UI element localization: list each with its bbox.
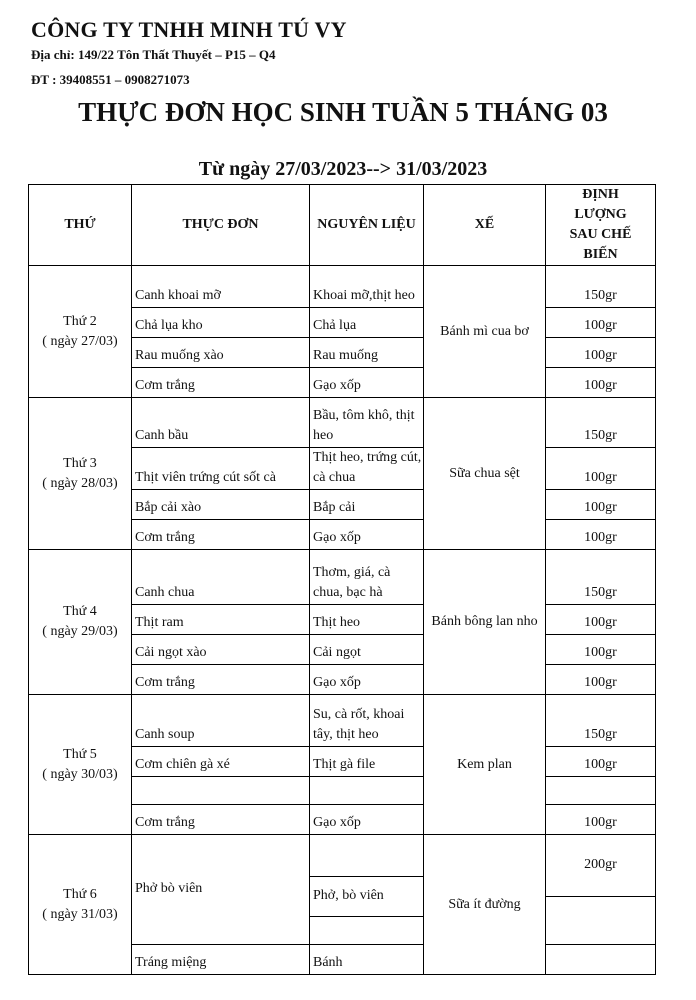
table-header-row (29, 185, 656, 266)
table-row (29, 695, 656, 747)
day-date: ( ngày 27/03) (42, 333, 118, 349)
page-title: THỰC ĐƠN HỌC SINH TUẦN 5 THÁNG 03 (78, 97, 608, 127)
quantity-cell: 100gr (546, 338, 656, 368)
dish-cell: Rau muống xào (132, 338, 310, 368)
day-cell (29, 266, 132, 398)
dish-cell: Bắp cải xào (132, 490, 310, 520)
day-cell (29, 695, 132, 835)
dish-cell: Thịt ram (132, 605, 310, 635)
ingredient-cell (310, 777, 424, 805)
dish-cell: Cơm trắng (132, 665, 310, 695)
quantity-cell: 100gr (546, 490, 656, 520)
header-day: THỨ (29, 185, 132, 266)
day-date: ( ngày 29/03) (42, 624, 118, 639)
ingredient-cell: Thịt gà file (310, 747, 424, 777)
quantity-cell: 150gr (546, 550, 656, 605)
side-cell: Bánh bông lan nho (424, 550, 546, 695)
ingredient-cell: Bầu, tôm khô, thịt heo (310, 398, 424, 448)
day-date: ( ngày 31/03) (42, 906, 118, 922)
day-label: Thứ 3 (63, 455, 97, 471)
quantity-cell: 150gr (546, 695, 656, 747)
table-row (29, 550, 656, 605)
header-dish: THỰC ĐƠN (132, 185, 310, 266)
quantity-cell (546, 897, 656, 945)
dish-cell: Cơm chiên gà xé (132, 747, 310, 777)
dish-cell: Phở bò viên (132, 835, 310, 945)
day-date: ( ngày 30/03) (42, 766, 118, 782)
dish-cell: Chả lụa kho (132, 308, 310, 338)
ingredient-cell: Bắp cải (310, 490, 424, 520)
dish-cell: Cơm trắng (132, 520, 310, 550)
ingredient-cell: Thơm, giá, cà chua, bạc hà (310, 550, 424, 605)
quantity-cell: 200gr (546, 835, 656, 897)
dish-cell: Canh chua (132, 550, 310, 605)
company-address: Địa chỉ: 149/22 Tôn Thất Thuyết – P15 – Q4 (31, 47, 276, 62)
dish-cell: Canh soup (132, 695, 310, 747)
ingredient-cell: Gạo xốp (310, 665, 424, 695)
ingredient-cell: Gạo xốp (310, 368, 424, 398)
day-cell (29, 398, 132, 550)
day-label: Thứ 5 (63, 746, 97, 762)
header-quantity: ĐỊNH LƯỢNG SAU CHẾ BIẾN (546, 185, 656, 266)
quantity-cell (546, 777, 656, 805)
ingredient-cell: Phở, bò viên (310, 877, 424, 917)
quantity-cell: 100gr (546, 368, 656, 398)
quantity-cell: 100gr (546, 308, 656, 338)
ingredient-cell: Khoai mỡ,thịt heo (310, 266, 424, 308)
ingredient-cell (310, 835, 424, 877)
day-cell (29, 835, 132, 975)
ingredient-cell: Rau muống (310, 338, 424, 368)
quantity-cell (546, 945, 656, 975)
company-phone: ĐT : 39408551 – 0908271073 (31, 72, 190, 87)
dish-cell (132, 777, 310, 805)
day-label: Thứ 4 (63, 604, 97, 619)
date-range: Từ ngày 27/03/2023--> 31/03/2023 (198, 158, 488, 180)
day-date: ( ngày 28/03) (42, 475, 118, 491)
side-cell: Kem plan (424, 695, 546, 835)
dish-cell: Tráng miệng (132, 945, 310, 975)
menu-table (28, 184, 656, 975)
dish-cell: Cơm trắng (132, 805, 310, 835)
ingredient-cell: Su, cà rốt, khoai tây, thịt heo (310, 695, 424, 747)
quantity-cell: 100gr (546, 747, 656, 777)
dish-cell: Cải ngọt xào (132, 635, 310, 665)
quantity-cell: 100gr (546, 520, 656, 550)
ingredient-cell: Chả lụa (310, 308, 424, 338)
ingredient-cell: Gạo xốp (310, 805, 424, 835)
day-label: Thứ 6 (63, 886, 97, 902)
day-cell (29, 550, 132, 695)
ingredient-cell: Bánh (310, 945, 424, 975)
dish-cell: Canh bầu (132, 398, 310, 448)
header-side: XẾ (424, 185, 546, 266)
table-row (29, 266, 656, 308)
dish-cell: Thịt viên trứng cút sốt cà (132, 448, 310, 490)
header-ingredient: NGUYÊN LIỆU (310, 185, 424, 266)
table-row (29, 398, 656, 448)
quantity-cell: 150gr (546, 398, 656, 448)
side-cell: Bánh mì cua bơ (424, 266, 546, 398)
ingredient-cell: Thịt heo (310, 605, 424, 635)
quantity-cell: 100gr (546, 448, 656, 490)
dish-cell: Cơm trắng (132, 368, 310, 398)
ingredient-cell: Gạo xốp (310, 520, 424, 550)
quantity-cell: 100gr (546, 605, 656, 635)
ingredient-cell: Cải ngọt (310, 635, 424, 665)
quantity-cell: 100gr (546, 635, 656, 665)
side-cell: Sữa chua sệt (424, 398, 546, 550)
quantity-cell: 150gr (546, 266, 656, 308)
quantity-cell: 100gr (546, 805, 656, 835)
company-name: CÔNG TY TNHH MINH TÚ VY (31, 17, 347, 42)
day-label: Thứ 2 (63, 313, 97, 329)
dish-cell: Canh khoai mỡ (132, 266, 310, 308)
ingredient-cell: Thịt heo, trứng cút, cà chua (310, 448, 424, 490)
side-cell: Sữa ít đường (424, 835, 546, 975)
table-row (29, 835, 656, 877)
quantity-cell: 100gr (546, 665, 656, 695)
ingredient-cell (310, 917, 424, 945)
